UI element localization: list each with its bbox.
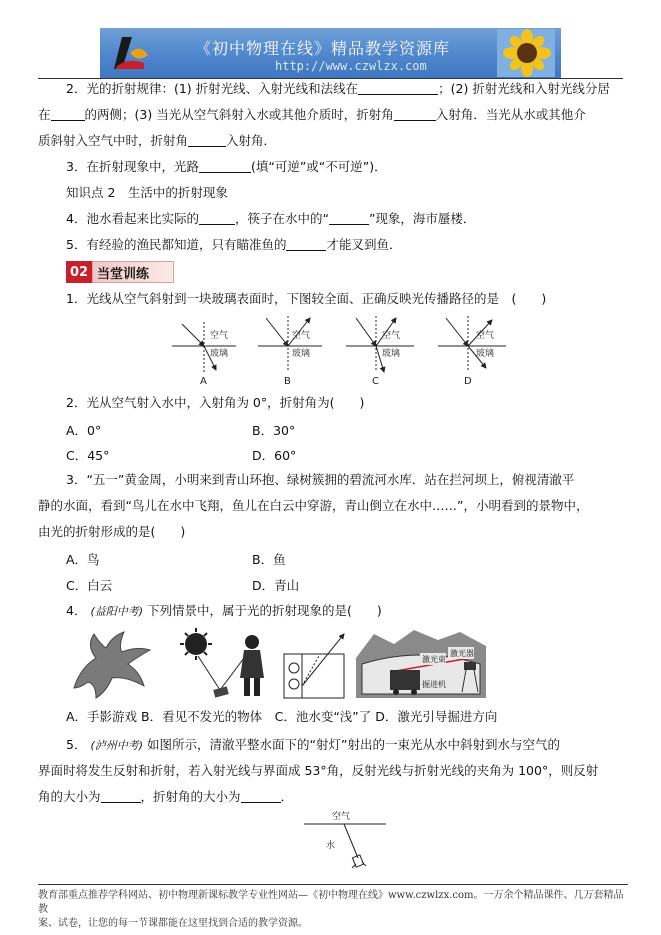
t3-option-a[interactable]: A．鸟 xyxy=(66,552,100,567)
site-logo-icon xyxy=(108,33,150,73)
footer-line1: 教育部重点推荐学科网站、初中物理新课标教学专业性网站—《初中物理在线》www.czwlzx.com。一万余个精品课件、几万套精品教 xyxy=(38,890,624,915)
t1-option-b-diagram xyxy=(258,316,322,372)
t5-blank-1[interactable] xyxy=(101,790,141,803)
t5-air-label: 空气 xyxy=(332,812,351,822)
t1-label-b: B xyxy=(284,376,291,387)
t1-option-a-diagram xyxy=(172,322,236,372)
t1-option-c-diagram xyxy=(346,316,414,372)
t3-line3: 由光的折射形成的是( ) xyxy=(38,524,186,539)
q5-blank[interactable] xyxy=(286,238,326,251)
t5-figure xyxy=(300,808,390,870)
t1-a-air-label: 空气 xyxy=(210,331,229,341)
q3-blank[interactable] xyxy=(199,160,251,173)
t5-line3: 角的大小为 ，折射角的大小为 ． xyxy=(38,789,294,804)
t5-blank-2[interactable] xyxy=(241,790,281,803)
q4-line: 4．池水看起来比实际的 ，筷子在水中的“ ”现象，海市蜃楼． xyxy=(66,211,476,226)
q4-blank-2[interactable] xyxy=(329,212,369,225)
t5-source: (泸州中考) xyxy=(90,739,144,752)
q3-line: 3．在折射现象中，光路 (填“可逆”或“不可逆”)． xyxy=(66,159,387,174)
t2-option-a[interactable]: A．0° xyxy=(66,423,102,438)
t3-line1: 3．“五一”黄金周，小明来到青山环抱、绿树簇拥的碧流河水库．站在拦河坝上，俯视清澈平 xyxy=(66,472,575,487)
t1-figure xyxy=(170,312,510,388)
header-divider xyxy=(38,78,623,79)
t2-option-c[interactable]: C．45° xyxy=(66,448,110,463)
t4-stem: 4． (益阳中考) 下列情景中，属于光的折射现象的是( ) xyxy=(66,603,382,618)
t1-d-air-label: 空气 xyxy=(476,331,495,341)
q2-blank-4[interactable] xyxy=(188,134,226,147)
t1-label-a: A xyxy=(200,376,207,387)
t2-stem: 2．光从空气射入水中，入射角为 0°，折射角为( ) xyxy=(66,395,365,410)
t3-option-d[interactable]: D．青山 xyxy=(252,578,300,593)
t4-laser-emitter-label: 激光器 xyxy=(450,649,474,658)
sunflower-icon xyxy=(497,29,555,77)
t3-option-b[interactable]: B．鱼 xyxy=(252,552,286,567)
t3-option-c[interactable]: C．白云 xyxy=(66,578,113,593)
section-badge xyxy=(66,261,174,283)
t4-source: (益阳中考) xyxy=(90,605,144,618)
t5-water-label: 水 xyxy=(326,841,336,851)
t1-b-glass-label: 玻璃 xyxy=(292,349,311,359)
banner-title: 《初中物理在线》精品教学资源库 xyxy=(195,39,451,58)
t2-option-b[interactable]: B．30° xyxy=(252,423,296,438)
q2-line2: 在 的两侧；(3) 当光从空气斜射入水或其他介质时，折射角 入射角．当光从水或其他介 xyxy=(38,107,586,122)
t1-c-glass-label: 玻璃 xyxy=(382,349,401,359)
t1-a-glass-label: 玻璃 xyxy=(210,349,229,359)
t2-option-d[interactable]: D．60° xyxy=(252,448,297,463)
t1-stem: 1．光线从空气斜射到一块玻璃表面时，下图较全面、正确反映光传播路径的是 ( ) xyxy=(66,291,547,306)
t1-label-c: C xyxy=(372,376,379,387)
q2-line1: 2．光的折射规律：(1) 折射光线、入射光线和法线在 ；(2) 折射光线和入射光线分居 xyxy=(66,81,610,96)
q2-blank-1[interactable] xyxy=(358,82,438,95)
t1-c-air-label: 空气 xyxy=(382,331,401,341)
t4-laser-tunnel-image xyxy=(354,628,488,700)
spotlight-icon xyxy=(352,855,366,868)
t1-b-air-label: 空气 xyxy=(292,331,311,341)
t1-label-d: D xyxy=(464,376,472,387)
footer-line2: 案、试卷，让您的每一节课都能在这里找到合适的教学资源。 xyxy=(38,918,308,929)
t4-boring-machine-label: 掘进机 xyxy=(422,680,446,689)
t4-options[interactable]: A．手影游戏 B．看见不发光的物体 C．池水变“浅”了 D．激光引导掘进方向 xyxy=(66,709,498,724)
q2-line3: 质斜射入空气中时，折射角 入射角． xyxy=(38,133,277,148)
t4-hand-shadow-image xyxy=(66,628,156,700)
t4-pool-image xyxy=(280,628,350,700)
section-title: 当堂训练 xyxy=(92,261,174,283)
banner-url[interactable]: http://www.czwlzx.com xyxy=(275,59,427,73)
t1-d-glass-label: 玻璃 xyxy=(476,349,495,359)
q2-blank-3[interactable] xyxy=(394,108,436,121)
footer-divider xyxy=(38,884,628,885)
knowledge-point-2: 知识点 2 生活中的折射现象 xyxy=(66,185,228,200)
t5-line1: 5． (泸州中考) 如图所示，清澈平整水面下的“射灯”射出的一束光从水中斜射到水与空气的 xyxy=(66,737,560,752)
t3-line2: 静的水面，看到“鸟儿在水中飞翔，鱼儿在白云中穿游，青山倒立在水中……”，小明看到的景物中， xyxy=(38,498,589,513)
t1-option-d-diagram xyxy=(438,316,506,372)
t4-laser-beam-label: 激光束 xyxy=(422,655,446,664)
header-banner xyxy=(100,28,561,78)
t4-see-object-image xyxy=(168,628,278,700)
section-number: 02 xyxy=(66,261,92,283)
t5-line2: 界面时将发生反射和折射，若入射光线与界面成 53°角，反射光线与折射光线的夹角为 100°，则反射 xyxy=(38,763,599,778)
page-footer xyxy=(38,889,628,931)
q5-line: 5．有经验的渔民都知道，只有瞄准鱼的 才能叉到鱼． xyxy=(66,237,402,252)
q2-blank-2[interactable] xyxy=(51,108,85,121)
q4-blank-1[interactable] xyxy=(199,212,235,225)
